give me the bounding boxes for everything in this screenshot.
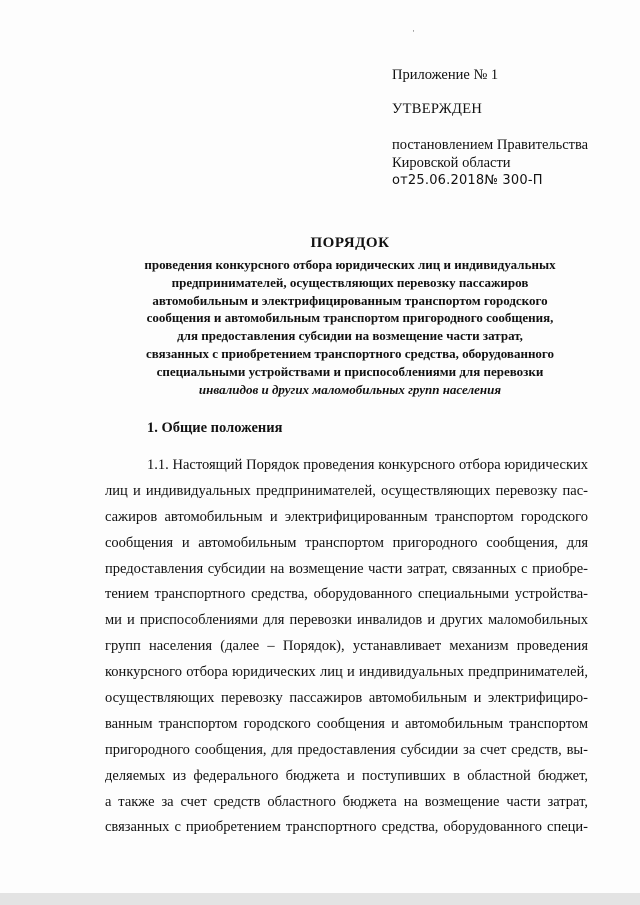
- body-line: ми и приспособлениями для перевозки инвалидов и других маломобильных: [105, 612, 588, 629]
- approved-by-line-2: Кировской области: [392, 155, 511, 171]
- approved-label: УТВЕРЖДЕН: [392, 101, 483, 117]
- title-line: предпринимателей, осуществляющих перевозку пассажиров: [171, 274, 529, 290]
- body-line: тением транспортного средства, оборудованного специальными устройства-: [105, 586, 588, 603]
- handwritten-date-number: от25.06.2018№ 300-П: [392, 173, 543, 188]
- document-title-block: [80, 233, 620, 398]
- title-line: связанных с приобретением транспортного средства, оборудованного: [145, 345, 555, 361]
- title-line: инвалидов и других маломобильных групп населения: [198, 381, 502, 397]
- body-line: связанных с приобретением транспортного средства, оборудованного специ-: [105, 819, 588, 836]
- approved-by-line-1: постановлением Правительства: [392, 137, 589, 153]
- body-line: осуществляющих перевозку пассажиров автомобильным и электрифициро-: [105, 690, 588, 707]
- annex-number: Приложение № 1: [392, 67, 499, 83]
- body-line: сообщения и автомобильным транспортом пригородного сообщения, для: [105, 534, 588, 551]
- title-line: для предоставления субсидии на возмещение части затрат,: [177, 328, 523, 344]
- body-line: предоставления субсидии на возмещение части затрат, связанных с приобре-: [105, 560, 588, 577]
- body-line: сажиров автомобильным и электрифицированным транспортом городского: [105, 508, 588, 525]
- body-line: деляемых из федерального бюджета и поступивших в областной бюджет,: [105, 767, 588, 784]
- body-line: ванным транспортом городского сообщения и автомобильным транспортом: [105, 715, 588, 732]
- title-line: проведения конкурсного отбора юридических лиц и индивидуальных: [144, 257, 556, 272]
- section-heading: 1. Общие положения: [147, 420, 283, 436]
- title-line: сообщения и автомобильным транспортом пригородного сообщения,: [146, 310, 554, 326]
- approval-block: [392, 66, 622, 190]
- body-line: групп населения (далее – Порядок), устанавливает механизм проведения: [105, 638, 588, 655]
- title-line: автомобильным и электрифицированным транспортом городского: [152, 292, 548, 308]
- body-line: 1.1. Настоящий Порядок проведения конкурсного отбора юридических: [147, 457, 588, 473]
- body-line: конкурсного отбора юридических лиц и индивидуальных предпринимателей,: [105, 664, 588, 681]
- scan-speck: ·: [412, 26, 415, 36]
- document-title: ПОРЯДОК: [310, 235, 390, 251]
- scan-bottom-edge: [0, 893, 640, 905]
- body-paragraph: [105, 453, 588, 841]
- body-line: пригородного сообщения, для предоставления субсидии за счет средств, вы-: [105, 741, 588, 758]
- body-line: а также за счет средств областного бюджета на возмещение части затрат,: [105, 793, 588, 810]
- body-line: лиц и индивидуальных предпринимателей, осуществляющих перевозку пас-: [105, 482, 588, 499]
- title-line: специальными устройствами и приспособлениями для перевозки: [156, 363, 544, 379]
